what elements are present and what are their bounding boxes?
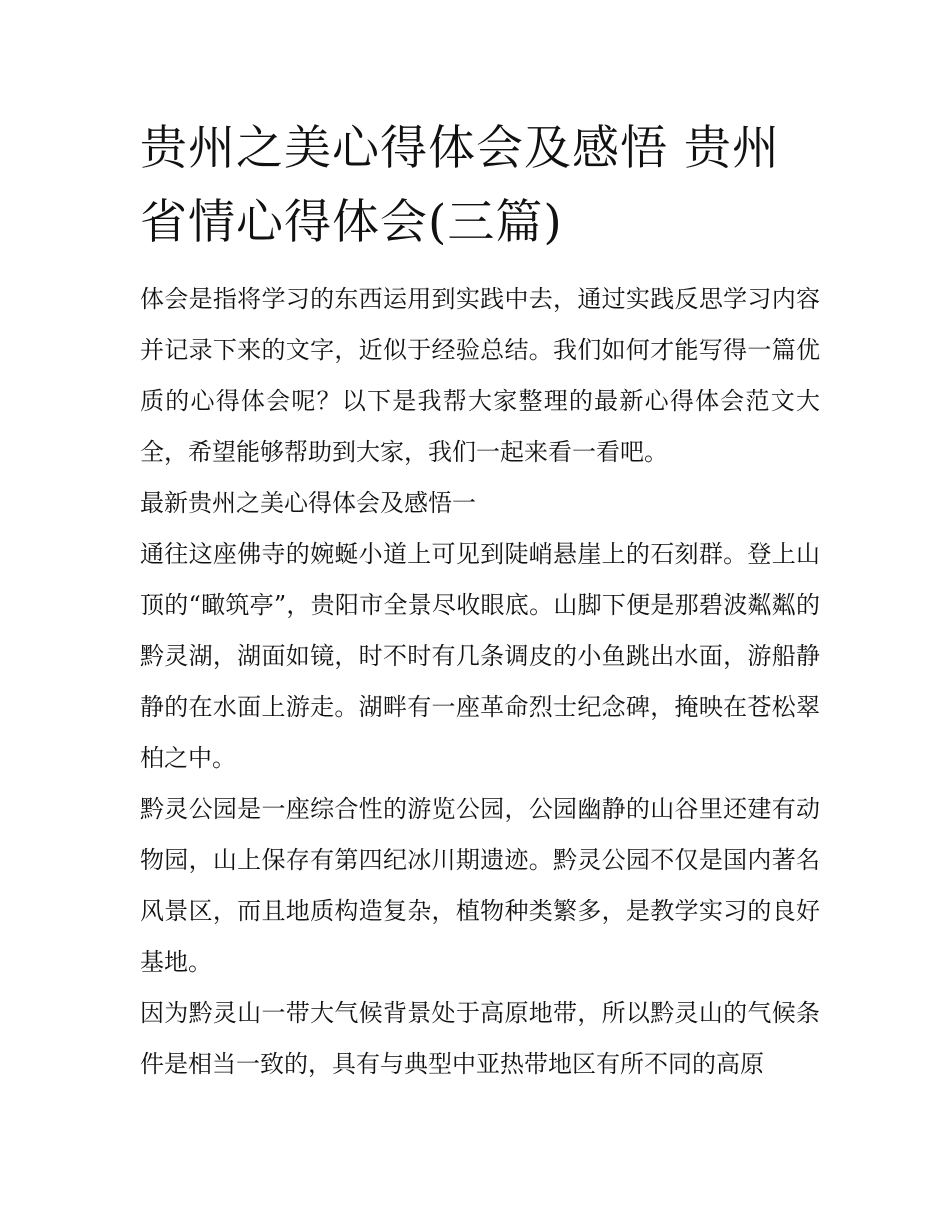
- body-paragraph: 黔灵公园是一座综合性的游览公园，公园幽静的山谷里还建有动物园，山上保存有第四纪冰川期遗迹。黔灵公园不仅是国内著名风景区，而且地质构造复杂，植物种类繁多，是教学实习的良好基地。: [140, 795, 820, 976]
- document-body: [140, 274, 820, 1090]
- body-paragraph: 因为黔灵山一带大气候背景处于高原地带，所以黔灵山的气候条件是相当一致的，具有与典型中亚热带地区有所不同的高原: [140, 999, 820, 1078]
- intro-paragraph: 体会是指将学习的东西运用到实践中去，通过实践反思学习内容并记录下来的文字，近似于经验总结。我们如何才能写得一篇优质的心得体会呢？以下是我帮大家整理的最新心得体会范文大全，希望能够帮助到大家，我们一起来看一看吧。: [140, 285, 820, 466]
- document-page: [140, 112, 820, 1090]
- section-heading: 最新贵州之美心得体会及感悟一: [140, 489, 476, 517]
- body-paragraph: 通往这座佛寺的婉蜒小道上可见到陡峭悬崖上的石刻群。登上山顶的“瞰筑亭”，贵阳市全景尽收眼底。山脚下便是那碧波粼粼的黔灵湖，湖面如镜，时不时有几条调皮的小鱼跳出水面，游船静静的在水面上游走。湖畔有一座革命烈士纪念碑，掩映在苍松翠柏之中。: [140, 540, 820, 772]
- document-title: 贵州之美心得体会及感悟 贵州省情心得体会(三篇): [140, 121, 780, 250]
